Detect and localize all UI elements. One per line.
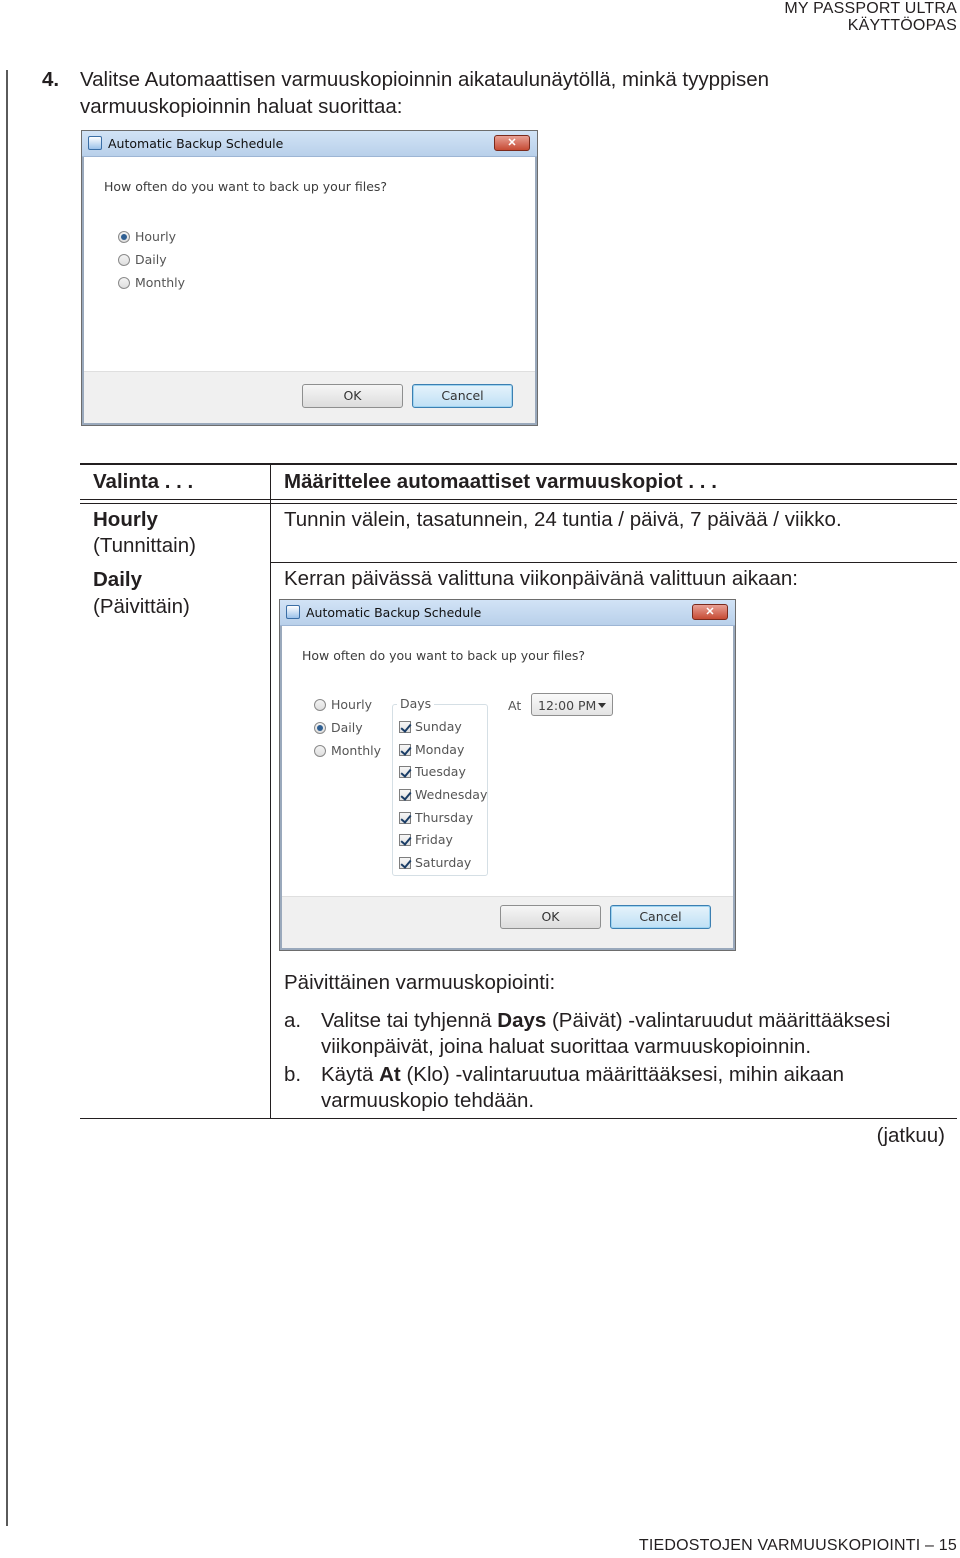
table-header-option: Valinta . . . bbox=[93, 470, 194, 493]
row-daily-description: Kerran päivässä valittuna viikonpäivänä valittuun aikaan: bbox=[284, 567, 798, 590]
checkbox-checked-icon[interactable] bbox=[399, 812, 411, 824]
radio-label: Monthly bbox=[331, 743, 382, 758]
dialog-footer bbox=[84, 371, 535, 423]
note-b-text: Käytä At (Klo) -valintaruutua määrittääksesi, mihin aikaan varmuuskopio tehdään. bbox=[321, 1063, 844, 1112]
row-hourly-name: Hourly bbox=[93, 508, 158, 531]
checkbox-checked-icon[interactable] bbox=[399, 834, 411, 846]
time-select[interactable] bbox=[531, 693, 613, 716]
header-product: MY PASSPORT ULTRA bbox=[784, 0, 957, 17]
checkbox-checked-icon[interactable] bbox=[399, 789, 411, 801]
table-column-divider bbox=[270, 463, 271, 1119]
running-header bbox=[784, 0, 957, 34]
backup-schedule-dialog-daily bbox=[279, 599, 736, 951]
cancel-button[interactable]: Cancel bbox=[610, 905, 711, 929]
checkbox-checked-icon[interactable] bbox=[399, 744, 411, 756]
checkbox-checked-icon[interactable] bbox=[399, 857, 411, 869]
checkbox-label: Saturday bbox=[415, 855, 472, 870]
close-icon[interactable]: ✕ bbox=[692, 604, 728, 620]
table-header-description: Määrittelee automaattiset varmuuskopiot . . . bbox=[284, 470, 717, 493]
dialog-footer bbox=[282, 896, 733, 948]
table-header-rule bbox=[80, 499, 957, 500]
radio-label: Daily bbox=[331, 720, 363, 735]
checkbox-label: Wednesday bbox=[415, 787, 488, 802]
dialog-titlebar bbox=[82, 131, 537, 157]
checkbox-label: Monday bbox=[415, 742, 465, 757]
radio-label: Hourly bbox=[135, 229, 176, 244]
note-b bbox=[284, 1062, 954, 1116]
checkbox-label: Tuesday bbox=[415, 764, 466, 779]
dialog-title: Automatic Backup Schedule bbox=[108, 136, 284, 151]
table-bottom-rule bbox=[80, 1118, 957, 1119]
checkbox-label: Friday bbox=[415, 832, 453, 847]
note-a-marker: a. bbox=[284, 1009, 302, 1032]
backup-app-icon bbox=[88, 136, 102, 150]
margin-bar bbox=[6, 70, 8, 1526]
table-top-rule bbox=[80, 463, 957, 465]
table-header-rule-2 bbox=[80, 503, 957, 504]
page-footer: TIEDOSTOJEN VARMUUSKOPIOINTI – 15 bbox=[638, 1537, 957, 1554]
checkbox-label: Sunday bbox=[415, 719, 462, 734]
close-icon[interactable]: ✕ bbox=[494, 135, 530, 151]
backup-schedule-dialog-hourly bbox=[81, 130, 538, 426]
checkbox-label: Thursday bbox=[415, 810, 474, 825]
ok-button[interactable]: OK bbox=[302, 384, 403, 408]
backup-app-icon bbox=[286, 605, 300, 619]
note-a-text: Valitse tai tyhjennä Days (Päivät) -valintaruudut määrittääksesi viikonpäivät, joina haluat suorittaa varmuuskopioinnin. bbox=[321, 1009, 891, 1058]
radio-icon[interactable] bbox=[118, 254, 130, 266]
dialog-question: How often do you want to back up your files? bbox=[302, 648, 586, 663]
time-select-value: 12:00 PM bbox=[538, 698, 597, 713]
row-daily-translation: (Päivittäin) bbox=[93, 595, 190, 618]
radio-label: Hourly bbox=[331, 697, 372, 712]
dialog-titlebar bbox=[280, 600, 735, 626]
table-row-rule bbox=[270, 562, 957, 563]
radio-label: Daily bbox=[135, 252, 167, 267]
step-number: 4. bbox=[42, 68, 60, 91]
step-text: Valitse Automaattisen varmuuskopioinnin aikataulunäytöllä, minkä tyyppisen varmuuskopioinnin haluat suorittaa: bbox=[80, 68, 770, 118]
note-b-marker: b. bbox=[284, 1063, 302, 1086]
radio-label: Monthly bbox=[135, 275, 186, 290]
radio-icon[interactable] bbox=[314, 745, 326, 757]
chevron-down-icon[interactable] bbox=[598, 703, 606, 708]
checkbox-checked-icon[interactable] bbox=[399, 766, 411, 778]
at-label: At bbox=[508, 698, 522, 713]
continued-label: (jatkuu) bbox=[876, 1124, 945, 1147]
radio-selected-icon[interactable] bbox=[314, 722, 326, 734]
row-hourly-description: Tunnin välein, tasatunnein, 24 tuntia / päivä, 7 päivää / viikko. bbox=[284, 508, 842, 531]
radio-icon[interactable] bbox=[118, 277, 130, 289]
ok-button[interactable]: OK bbox=[500, 905, 601, 929]
dialog-title: Automatic Backup Schedule bbox=[306, 605, 482, 620]
days-group-label: Days bbox=[397, 696, 434, 711]
radio-selected-icon[interactable] bbox=[118, 231, 130, 243]
header-manual: KÄYTTÖOPAS bbox=[847, 17, 957, 34]
checkbox-checked-icon[interactable] bbox=[399, 721, 411, 733]
row-daily-name: Daily bbox=[93, 568, 142, 591]
daily-backup-heading: Päivittäinen varmuuskopiointi: bbox=[284, 971, 556, 994]
dialog-question: How often do you want to back up your files? bbox=[104, 179, 388, 194]
note-a bbox=[284, 1008, 954, 1062]
cancel-button[interactable]: Cancel bbox=[412, 384, 513, 408]
radio-icon[interactable] bbox=[314, 699, 326, 711]
row-hourly-translation: (Tunnittain) bbox=[93, 534, 196, 557]
